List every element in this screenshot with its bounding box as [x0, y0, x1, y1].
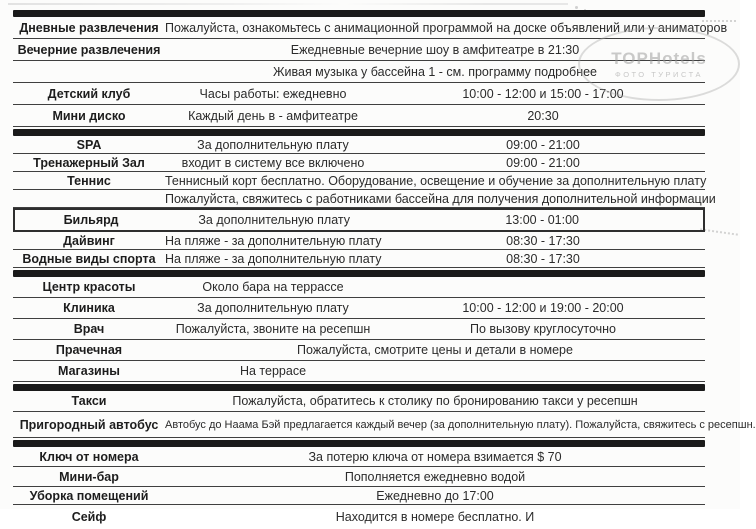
row-time: 08:30 - 17:30 [506, 251, 580, 266]
row-content [165, 87, 705, 101]
row-label: Тренажерный Зал [33, 155, 145, 170]
row-description: Около бара на террассе [202, 280, 344, 294]
row-content [165, 489, 705, 503]
table-row [13, 154, 705, 172]
table-row [13, 172, 705, 190]
row-description: входит в систему все включено [181, 155, 365, 170]
table-row [13, 208, 705, 232]
row-time: 10:00 - 12:00 и 15:00 - 17:00 [462, 86, 624, 101]
row-description: Пожалуйста, звоните на ресепшн [175, 322, 371, 336]
scan-artifact-speck [575, 6, 578, 9]
row-label: Врач [73, 322, 105, 336]
scan-artifact-smudge [8, 3, 568, 5]
table-row [13, 447, 705, 467]
row-content [165, 301, 705, 315]
section-room-services [13, 447, 705, 505]
row-description: За дополнительную плату [197, 137, 349, 152]
row-label: Дайвинг [63, 233, 115, 248]
row-description: Автобус до Наама Бэй предлагается каждый вечер (за дополнительную плату). Пожалуйста, свяжитесь с ресепшн. [165, 418, 756, 431]
table-row [13, 136, 705, 154]
row-content [165, 280, 705, 294]
section-sport [13, 136, 716, 268]
table-row [13, 39, 705, 61]
table-row [13, 361, 705, 382]
row-label: Пригородный автобус [19, 417, 159, 432]
row-content [165, 450, 705, 464]
row-content [165, 43, 705, 57]
row-label: Бильярд [63, 213, 119, 227]
row-description: Пополняется ежедневно водой [344, 469, 526, 484]
table-row-partial [13, 505, 705, 529]
row-content [165, 252, 705, 266]
row-content [165, 470, 705, 484]
row-description: На пляже - за дополнительную плату [165, 233, 382, 248]
row-time: 13:00 - 01:00 [505, 213, 580, 227]
watermark-subtitle: ФОТО ТУРИСТА [615, 70, 703, 79]
table-row [13, 319, 705, 340]
row-content [165, 394, 705, 408]
row-label: Детский клуб [47, 86, 131, 101]
row-content [165, 21, 727, 35]
section-transport [13, 391, 756, 438]
table-row [13, 61, 705, 83]
row-content [165, 364, 705, 378]
row-label: Сейф [71, 510, 107, 524]
row-label: Центр красоты [42, 280, 136, 294]
row-description: На пляже - за дополнительную плату [165, 251, 382, 266]
row-description: Ежедневно до 17:00 [376, 488, 494, 503]
row-content [165, 343, 705, 357]
row-description: На террасе [239, 364, 307, 378]
row-label: Прачечная [55, 343, 123, 357]
row-description: Находится в номере бесплатно. И [335, 510, 535, 524]
section-divider-bar [13, 129, 705, 136]
row-description: Каждый день в - амфитеатре [188, 108, 358, 123]
scan-artifact-dots [700, 228, 738, 235]
row-content [165, 174, 706, 188]
row-description: За дополнительную плату [197, 301, 349, 315]
row-description: Ежедневные вечерние шоу в амфитеатре в 21:30 [290, 42, 580, 57]
row-description: Пожалуйста, смотрите цены и детали в номере [297, 343, 573, 357]
row-content [167, 213, 703, 227]
table-row [13, 190, 716, 208]
row-label: Уборка помещений [29, 488, 149, 503]
row-time: 09:00 - 21:00 [506, 155, 580, 170]
row-label: Вечерние развлечения [17, 42, 161, 57]
row-content [165, 322, 705, 336]
section-divider-bar [13, 440, 705, 447]
row-content [165, 156, 705, 170]
row-label: Клиника [63, 301, 115, 315]
table-row [13, 232, 705, 250]
row-description: Пожалуйста, свяжитесь с работниками бассейна для получения дополнительной информации [165, 191, 716, 206]
section-divider-bar [13, 10, 705, 17]
row-label: Дневные развлечения [19, 20, 159, 35]
row-content [165, 234, 705, 248]
row-label: Ключ от номера [39, 449, 139, 464]
table-row [13, 277, 705, 298]
row-time: 20:30 [527, 108, 559, 123]
row-content [165, 419, 756, 431]
table-row [13, 250, 705, 268]
section-health-beauty [13, 277, 705, 382]
table-row [13, 467, 705, 487]
row-content [165, 65, 705, 79]
table-row [13, 340, 705, 361]
row-time: По вызову круглосуточно [470, 322, 616, 336]
row-time: 09:00 - 21:00 [506, 137, 580, 152]
row-label: Мини-бар [59, 469, 119, 484]
row-description: За дополнительную плату [198, 213, 351, 227]
row-content [165, 510, 705, 524]
table-row [13, 298, 705, 319]
row-content [165, 192, 716, 206]
section-entertainment [13, 17, 728, 127]
row-description: Пожалуйста, ознакомьтесь с анимационной программой на доске объявлений или у аниматоров [165, 20, 728, 35]
row-label: Мини диско [52, 108, 126, 123]
row-time: 08:30 - 17:30 [506, 233, 580, 248]
row-label: Такси [71, 394, 107, 408]
table-row [13, 412, 756, 438]
row-content [165, 109, 705, 123]
row-description: Пожалуйста, обратитесь к столику по бронированию такси у ресепшн [232, 394, 638, 408]
row-description: Теннисный корт бесплатно. Оборудование, освещение и обучение за дополнительную плату [165, 173, 707, 188]
row-description: За потерю ключа от номера взимается $ 70 [308, 449, 562, 464]
section-divider-bar [13, 384, 705, 391]
table-row [13, 487, 705, 505]
info-table [13, 10, 756, 529]
section-divider-bar [13, 270, 705, 277]
row-label: SPA [76, 137, 102, 152]
row-label: Магазины [58, 364, 120, 378]
row-description: Живая музыка у бассейна 1 - см. программу подробнее [272, 64, 598, 79]
table-row [13, 83, 705, 105]
row-label: Водные виды спорта [22, 251, 156, 266]
row-description: Часы работы: ежедневно [199, 86, 347, 101]
table-row [13, 391, 705, 412]
watermark-title: TOPHotels [611, 49, 707, 68]
table-row [13, 17, 728, 39]
row-label: Теннис [67, 173, 111, 188]
row-time: 10:00 - 12:00 и 19:00 - 20:00 [462, 301, 624, 315]
table-row [13, 105, 705, 127]
row-content [165, 138, 705, 152]
